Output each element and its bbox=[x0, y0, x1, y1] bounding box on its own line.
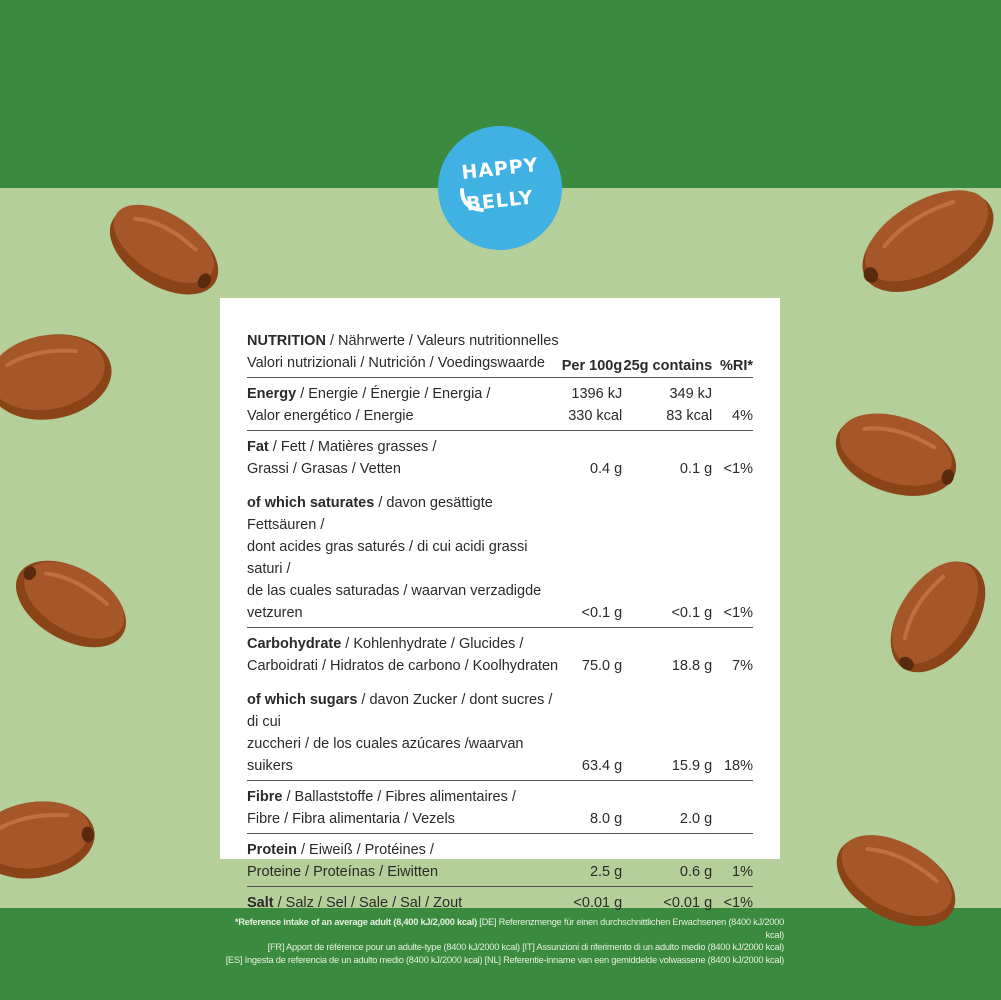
fat-per100: 0.4 g bbox=[589, 461, 623, 477]
row-fat-label: Fat / Fett / Matières grasses / bbox=[247, 439, 437, 455]
energy-25g-kcal: 83 kcal bbox=[622, 405, 712, 431]
row-fat-label-2: Grassi / Grasas / Vetten bbox=[247, 461, 401, 477]
row-carbohydrate-label: Carbohydrate / Kohlenhydrate / Glucides / bbox=[247, 636, 524, 652]
nutrition-table bbox=[247, 330, 753, 914]
table-header-line1: NUTRITION / Nährwerte / Valeurs nutritionnelles bbox=[247, 333, 559, 349]
footnote-line2: [FR] Apport de référence pour un adulte-type (8400 kJ/2000 kcal) [IT] Assunzioni di riferimento di un adulto medio (8400 kJ/2000 kcal) bbox=[267, 942, 784, 952]
reference-intake-footnote bbox=[218, 916, 784, 966]
date-illustration bbox=[876, 552, 1000, 682]
protein-ri: 1% bbox=[712, 861, 753, 887]
sugars-25g: 15.9 g bbox=[622, 733, 712, 781]
col-25g-header: 25g contains bbox=[622, 352, 712, 378]
col-per100-header: Per 100g bbox=[562, 352, 622, 378]
salt-per100: <0.01 g bbox=[573, 895, 623, 911]
energy-per100-kcal: 330 kcal bbox=[562, 405, 622, 431]
date-illustration bbox=[828, 400, 964, 510]
fat-ri: <1% bbox=[723, 461, 753, 477]
energy-per100-kj: 1396 kJ bbox=[571, 386, 623, 402]
sugars-ri: 18% bbox=[712, 733, 753, 781]
salt-25g: <0.01 g bbox=[663, 895, 713, 911]
carbohydrate-25g: 18.8 g bbox=[671, 658, 713, 674]
row-energy-label: Energy / Energie / Énergie / Energia / bbox=[247, 386, 491, 402]
carbohydrate-per100: 75.0 g bbox=[581, 658, 623, 674]
row-protein-label: Protein / Eiweiß / Protéines / bbox=[247, 842, 434, 858]
date-illustration bbox=[0, 322, 120, 432]
protein-per100: 2.5 g bbox=[562, 861, 622, 887]
row-saturates-label-2: dont acides gras saturés / di cui acidi grassi saturi / bbox=[247, 539, 528, 577]
saturates-25g: <0.1 g bbox=[622, 580, 712, 628]
date-illustration bbox=[0, 790, 100, 890]
saturates-per100: <0.1 g bbox=[562, 580, 622, 628]
energy-ri: 4% bbox=[712, 405, 753, 431]
smile-icon bbox=[458, 186, 494, 216]
footnote-line1: *Reference intake of an average adult (8,400 kJ/2,000 kcal) [DE] Referenzmenge für einen durchschnittlichen Erwachsenen (8400 kJ/2000 kcal) bbox=[234, 917, 784, 940]
happy-belly-logo bbox=[438, 126, 562, 250]
fibre-25g: 2.0 g bbox=[622, 808, 712, 834]
fibre-per100: 8.0 g bbox=[562, 808, 622, 834]
table-header-line2: Valori nutrizionali / Nutrición / Voedingswaarde bbox=[247, 352, 562, 378]
date-illustration bbox=[98, 195, 230, 307]
logo-line2: BELLY bbox=[465, 186, 535, 216]
date-illustration bbox=[6, 552, 136, 656]
date-illustration bbox=[826, 826, 966, 936]
fat-25g: 0.1 g bbox=[679, 461, 713, 477]
fibre-ri bbox=[712, 808, 753, 834]
energy-25g-kj: 349 kJ bbox=[669, 386, 713, 402]
row-fibre-label: Fibre / Ballaststoffe / Fibres alimentaires / bbox=[247, 789, 516, 805]
col-ri-header: %RI* bbox=[712, 352, 753, 378]
row-salt-label: Salt / Salz / Sel / Sale / Sal / Zout bbox=[247, 895, 463, 911]
footnote-line3: [ES] Ingesta de referencia de un adulto medio (8400 kJ/2000 kcal) [NL] Referentie-inname van een gemiddelde volwassene (8400 kJ/2000 kcal) bbox=[225, 954, 784, 965]
row-protein-label-2: Proteine / Proteínas / Eiwitten bbox=[247, 861, 562, 887]
nutrition-panel bbox=[220, 298, 780, 911]
row-fibre-label-2: Fibre / Fibra alimentaria / Vezels bbox=[247, 808, 562, 834]
row-sugars-label: of which sugars / davon Zucker / dont sucres / di cui bbox=[247, 692, 553, 730]
protein-25g: 0.6 g bbox=[622, 861, 712, 887]
logo-line1: HAPPY bbox=[460, 154, 540, 184]
sugars-per100: 63.4 g bbox=[562, 733, 622, 781]
row-saturates-label-3: de las cuales saturadas / waarvan verzadigde vetzuren bbox=[247, 580, 562, 628]
saturates-ri: <1% bbox=[712, 580, 753, 628]
row-sugars-label-2: zuccheri / de los cuales azúcares /waarvan suikers bbox=[247, 733, 562, 781]
carbohydrate-ri: 7% bbox=[732, 658, 753, 674]
date-illustration bbox=[848, 180, 1001, 304]
salt-ri: <1% bbox=[723, 895, 753, 911]
row-saturates-label: of which saturates / davon gesättigte Fettsäuren / bbox=[247, 495, 493, 533]
row-energy-label-2: Valor energético / Energie bbox=[247, 405, 562, 431]
row-carbohydrate-label-2: Carboidrati / Hidratos de carbono / Koolhydraten bbox=[247, 658, 559, 674]
